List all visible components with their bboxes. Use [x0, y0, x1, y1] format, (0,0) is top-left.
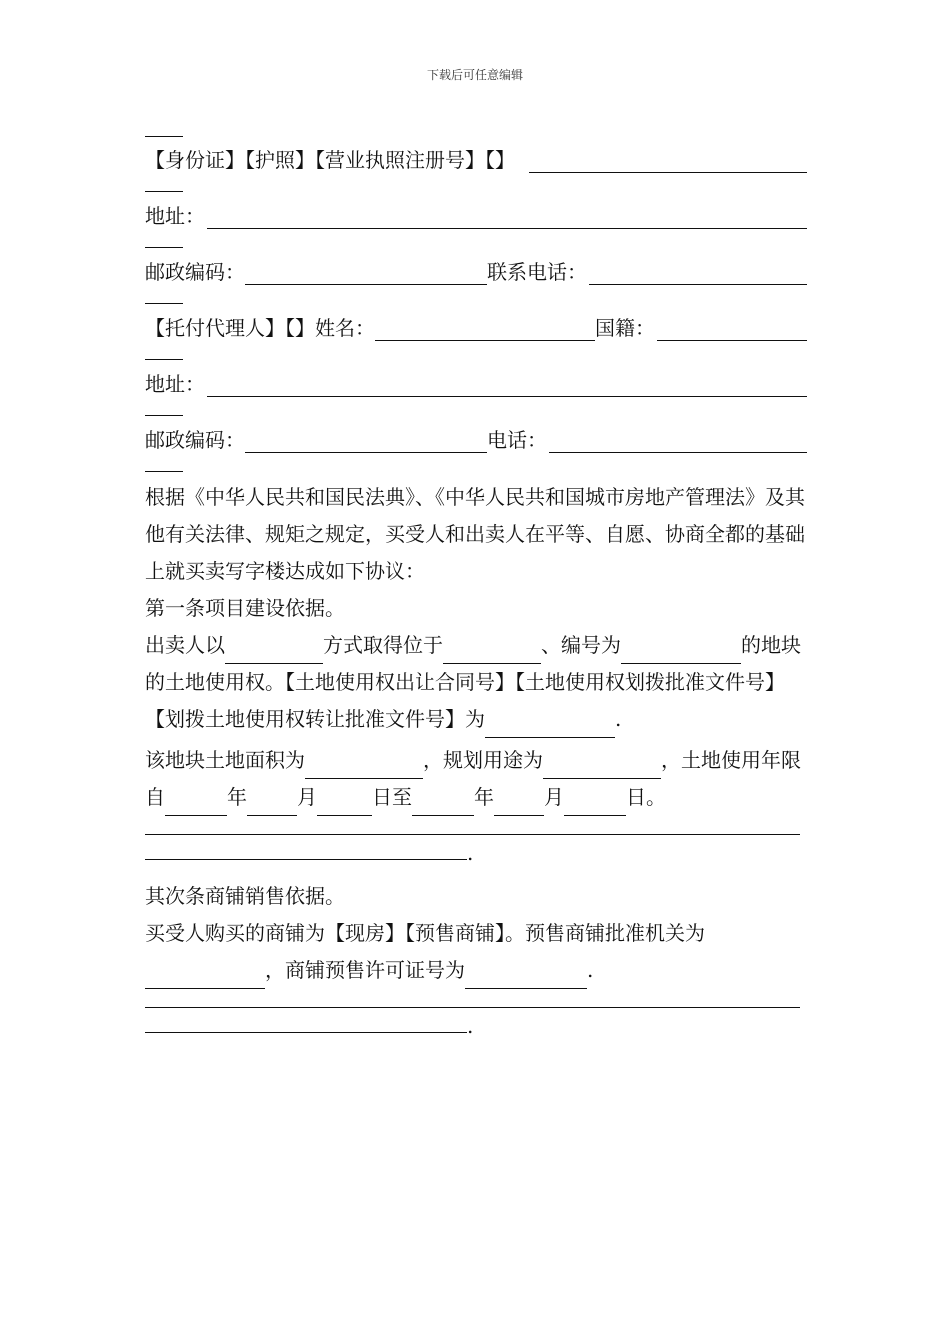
postcode-field[interactable]: [245, 262, 487, 285]
article-1-para-2: 该地块土地面积为 ，规划用途为 ，土地使用年限自 年 月 日至 年 月 日。: [145, 742, 807, 816]
contract-page: [145, 118, 807, 1045]
header-note: 下载后可任意编辑: [426, 68, 523, 82]
blank-line: [145, 285, 183, 304]
blank-line[interactable]: [145, 837, 467, 860]
blank-line: [145, 397, 183, 416]
agent-name-label: 【托付代理人】【】姓名：: [145, 316, 375, 340]
intro-paragraph: 根据《中华人民共和国民法典》、《中华人民共和国城市房地产管理法》及其他有关法律、规矩之规定，买受人和出卖人在平等、自愿、协商全都的基础上就买卖写字楼达成如下协议：: [145, 485, 805, 583]
phone-label: 联系电话：: [487, 260, 587, 284]
plot-number-field[interactable]: [621, 641, 741, 664]
land-area-field[interactable]: [305, 756, 423, 779]
id-number-field[interactable]: [529, 150, 807, 173]
address-label: 地址：: [145, 372, 205, 396]
postcode-label: 邮政编码：: [145, 260, 245, 284]
blank-line: [145, 229, 183, 248]
article-1-para-1: 出卖人以 方式取得位于 、编号为 的地块的土地使用权。【土地使用权出让合同号】【土地使用权划拨批准文件号】【划拨土地使用权转让批准文件号】为 .: [145, 627, 807, 738]
agent-postcode-field[interactable]: [245, 430, 487, 453]
article-2-para-1: 买受人购买的商铺为【现房】【预售商铺】。预售商铺批准机关为，商铺预售许可证号为 .: [145, 915, 807, 989]
blank-line[interactable]: [145, 816, 800, 835]
agent-row: [145, 305, 807, 341]
start-year-field[interactable]: [165, 793, 227, 816]
nationality-field[interactable]: [657, 318, 807, 341]
article-1-title: 第一条项目建设依据。: [145, 596, 345, 620]
blank-line: [145, 341, 183, 360]
rule-end-row: .: [145, 1008, 807, 1045]
location-field[interactable]: [443, 641, 541, 664]
postcode-label: 邮政编码：: [145, 428, 245, 452]
id-type-row: [145, 137, 807, 173]
agent-phone-field[interactable]: [549, 430, 807, 453]
agent-address-field[interactable]: [207, 374, 807, 397]
presale-permit-field[interactable]: [465, 966, 587, 989]
acquire-method-field[interactable]: [225, 641, 323, 664]
start-day-field[interactable]: [317, 793, 372, 816]
end-day-field[interactable]: [564, 793, 626, 816]
end-year-field[interactable]: [412, 793, 474, 816]
blank-line: [145, 173, 183, 192]
nationality-label: 国籍：: [595, 316, 655, 340]
start-month-field[interactable]: [247, 793, 297, 816]
approval-authority-field[interactable]: [145, 966, 265, 989]
address-label: 地址：: [145, 204, 205, 228]
blank-line: [145, 118, 183, 137]
blank-line[interactable]: [145, 989, 800, 1008]
address-field[interactable]: [207, 206, 807, 229]
rule-end-row: .: [145, 835, 807, 872]
document-number-field[interactable]: [485, 715, 615, 738]
postcode-row-1: [145, 249, 807, 285]
blank-line: [145, 453, 183, 472]
id-type-label: 【身份证】【护照】【营业执照注册号】【】: [145, 148, 515, 172]
phone-label: 电话：: [487, 428, 547, 452]
end-month-field[interactable]: [494, 793, 544, 816]
blank-line[interactable]: [145, 1010, 467, 1033]
land-use-field[interactable]: [543, 756, 661, 779]
phone-field[interactable]: [589, 262, 807, 285]
postcode-row-2: [145, 417, 807, 453]
address-row-1: [145, 193, 807, 229]
address-row-2: [145, 361, 807, 397]
agent-name-field[interactable]: [375, 318, 595, 341]
article-2-title: 其次条商铺销售依据。: [145, 884, 345, 908]
